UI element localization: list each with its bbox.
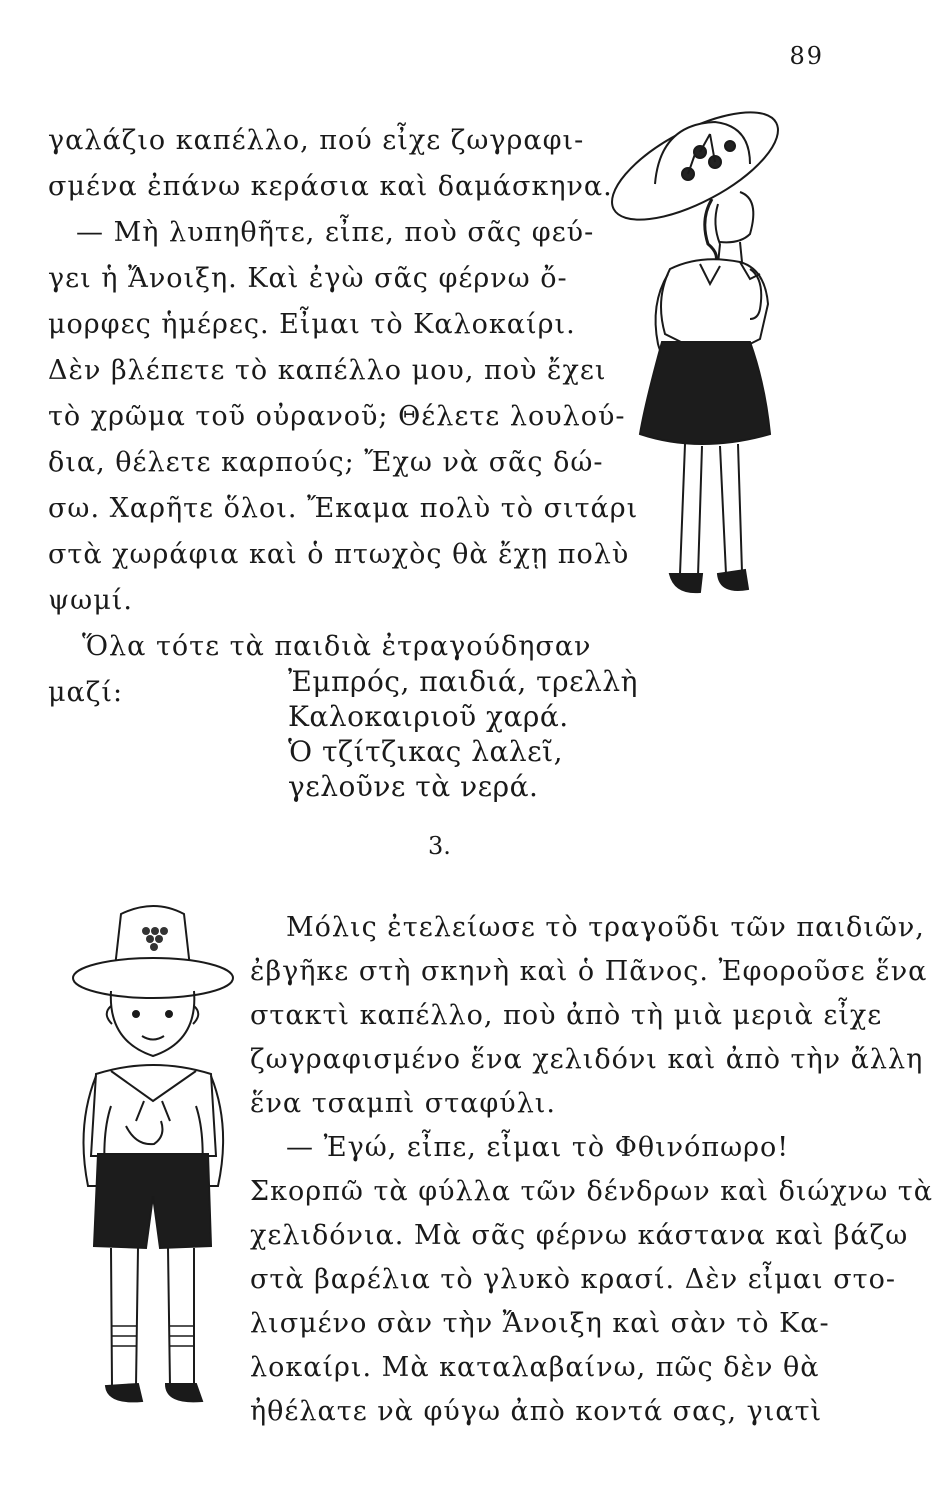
summer-girl-illustration xyxy=(600,104,810,609)
poem-line: Ἐμπρός, παιδιά, τρελλὴ xyxy=(288,665,638,698)
text-line: μαζί: xyxy=(48,677,124,708)
autumn-paragraph xyxy=(250,906,933,1434)
poem-line: Ὁ τζίτζικας λαλεῖ, xyxy=(288,735,564,768)
text-line: Μόλις ἐτελείωσε τὸ τραγοῦδι τῶν παιδιῶν, xyxy=(286,912,925,943)
text-line: γει ἡ Ἄνοιξη. Καὶ ἐγὼ σᾶς φέρνω ὄ- xyxy=(48,263,568,294)
summer-paragraph xyxy=(48,118,639,716)
text-line: ἐβγῆκε στὴ σκηνὴ καὶ ὁ Πᾶνος. Ἐφοροῦσε ἕνα xyxy=(250,956,928,987)
poem-line: γελοῦνε τὰ νερά. xyxy=(288,770,539,803)
text-line: σω. Χαρῆτε ὅλοι. Ἔκαμα πολὺ τὸ σιτάρι xyxy=(48,493,639,524)
text-line: ἕνα τσαμπὶ σταφύλι. xyxy=(250,1088,556,1119)
text-line: Σκορπῶ τὰ φύλλα τῶν δένδρων καὶ διώχνω τὰ xyxy=(250,1176,933,1207)
poem-line: Καλοκαιριοῦ χαρά. xyxy=(288,700,569,733)
text-line: ζωγραφισμένο ἕνα χελιδόνι καὶ ἀπὸ τὴν ἄλλη xyxy=(250,1044,924,1075)
poem-stanza xyxy=(288,664,638,804)
text-line: γαλάζιο καπέλλο, πού εἶχε ζωγραφι- xyxy=(48,125,585,156)
text-line: Ὅλα τότε τὰ παιδιὰ ἐτραγούδησαν xyxy=(82,631,592,662)
text-line: μορφες ἡμέρες. Εἶμαι τὸ Καλοκαίρι. xyxy=(48,309,576,340)
text-line: σμένα ἐπάνω κεράσια καὶ δαμάσκηνα. xyxy=(48,171,613,202)
text-line: δια, θέλετε καρπούς; Ἔχω νὰ σᾶς δώ- xyxy=(48,447,604,478)
text-line: — Ἐγώ, εἶπε, εἶμαι τὸ Φθινόπωρο! xyxy=(286,1132,790,1163)
text-line: — Μὴ λυπηθῆτε, εἶπε, ποὺ σᾶς φεύ- xyxy=(76,217,595,248)
text-line: στὰ χωράφια καὶ ὁ πτωχὸς θὰ ἔχῃ πολὺ xyxy=(48,539,630,570)
section-number: 3. xyxy=(428,832,451,860)
autumn-boy-illustration xyxy=(66,896,241,1411)
text-line: λισμένο σὰν τὴν Ἄνοιξη καὶ σὰν τὸ Κα- xyxy=(250,1308,830,1339)
text-line: ἠθέλατε νὰ φύγω ἀπὸ κοντά σας, γιατὶ xyxy=(250,1396,823,1427)
text-line: στὰ βαρέλια τὸ γλυκὸ κρασί. Δὲν εἶμαι στο- xyxy=(250,1264,896,1295)
text-line: ψωμί. xyxy=(48,585,133,616)
text-line: λοκαίρι. Μὰ καταλαβαίνω, πῶς δὲν θὰ xyxy=(250,1352,820,1383)
text-line: στακτὶ καπέλλο, ποὺ ἀπὸ τὴ μιὰ μεριὰ εἶχε xyxy=(250,1000,883,1031)
page-number: 89 xyxy=(789,42,824,70)
text-line: Δὲν βλέπετε τὸ καπέλλο μου, ποὺ ἔχει xyxy=(48,355,607,386)
text-line: τὸ χρῶμα τοῦ οὐρανοῦ; Θέλετε λουλού- xyxy=(48,401,626,432)
text-line: χελιδόνια. Μὰ σᾶς φέρνω κάστανα καὶ βάζω xyxy=(250,1220,909,1251)
